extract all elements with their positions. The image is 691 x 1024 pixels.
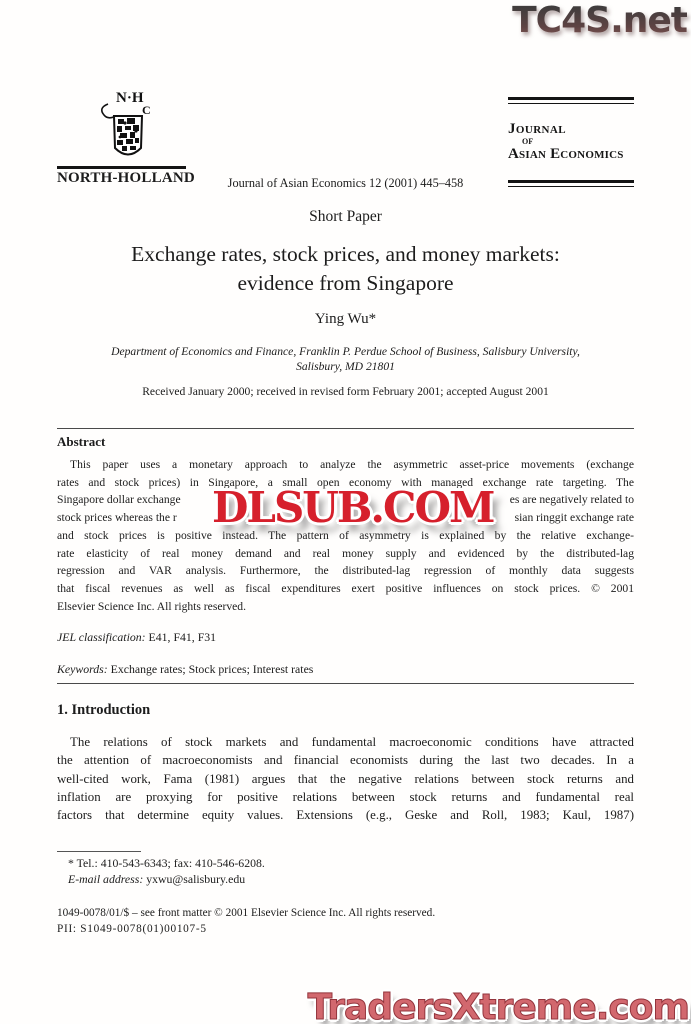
abstract-line: Elsevier Science Inc. All rights reserved. <box>57 599 246 613</box>
section-heading-introduction: 1. Introduction <box>57 702 151 718</box>
abstract-line: This paper uses a monetary approach to analyze the asymmetric asset-price movements (exchange <box>70 458 634 471</box>
intro-line: factors that determine equity values. Extensions (e.g., Geske and Roll, 1983; Kaul, 1987) <box>57 808 634 823</box>
journal-logo <box>508 97 634 162</box>
jel-label: JEL classification: <box>57 630 146 644</box>
author-affiliation <box>37 344 654 374</box>
abstract-line: rate elasticity of real money demand and real money supply and evidenced by the distributed-lag <box>57 546 634 560</box>
footnote-rule <box>57 851 141 852</box>
journal-logo-line2: of <box>522 135 534 147</box>
footnote-email <box>57 872 634 887</box>
paper-title-line2: evidence from Singapore <box>237 270 454 295</box>
email-value: yxwu@salisbury.edu <box>146 872 246 886</box>
abstract-heading: Abstract <box>57 434 106 449</box>
keywords-bottom-rule <box>57 683 634 684</box>
intro-line: the attention of macroeconomists and financial economists during the last two decades. In a <box>57 753 634 768</box>
svg-text:C: C <box>142 103 151 117</box>
jel-classification <box>57 630 216 645</box>
affiliation-line1: Department of Economics and Finance, Franklin P. Perdue School of Business, Salisbury University, <box>111 345 580 358</box>
abstract-fragment: sian ringgit exchange rate <box>514 511 634 525</box>
publisher-rule <box>57 166 186 169</box>
intro-line: The relations of stock markets and fundamental macroeconomic conditions have attracted <box>70 735 634 749</box>
email-label: E-mail address: <box>68 872 144 886</box>
journal-logo-line3: Asian Economics <box>508 146 624 162</box>
abstract-line: that fiscal revenues as well as fiscal expenditures exert positive influences on stock prices. © 2001 <box>57 581 634 595</box>
introduction-body <box>57 733 634 824</box>
watermark-top: TC4S.net <box>512 0 687 41</box>
abstract-line: rates and stock prices) in Singapore, a small open economy with managed exchange rate targeting. The <box>57 475 634 489</box>
abstract-fragment: es are negatively related to <box>509 493 634 507</box>
footnote-telephone: * Tel.: 410-543-6343; fax: 410-546-6208. <box>68 856 265 870</box>
abstract-fragment: Singapore dollar exchange <box>57 493 181 507</box>
abstract-line: regression and VAR analysis. Furthermore, the distributed-lag regression of monthly data suggests <box>57 564 634 578</box>
affiliation-line2: Salisbury, MD 21801 <box>296 360 395 373</box>
intro-line: inflation are proxying for positive relations between stock returns and fundamental real <box>57 789 634 804</box>
journal-citation: Journal of Asian Economics 12 (2001) 445–458 <box>227 176 464 190</box>
paper-title <box>37 240 654 297</box>
north-holland-tree-emblem-icon <box>92 88 162 171</box>
journal-logo-line1: Journal <box>508 121 566 137</box>
author-name: Ying Wu* <box>314 311 377 327</box>
article-type: Short Paper <box>309 208 382 225</box>
watermark-middle: DLSUB.COM <box>212 483 494 532</box>
keywords-value: Exchange rates; Stock prices; Interest rates <box>110 662 314 676</box>
publisher-name: NORTH-HOLLAND <box>57 170 195 186</box>
pii-line: PII: S1049-0078(01)00107-5 <box>57 923 207 935</box>
keywords-label: Keywords: <box>57 662 108 676</box>
svg-text:N·H: N·H <box>116 90 144 106</box>
abstract-body <box>57 456 634 615</box>
keywords <box>57 662 313 677</box>
journal-logo-rule-top <box>508 97 634 104</box>
jel-value: E41, F41, F31 <box>148 630 217 644</box>
intro-line: well-cited work, Fama (1981) argues that the negative relations between stock returns and <box>57 771 634 786</box>
abstract-fragment: stock prices whereas the r <box>57 511 177 525</box>
issn-copyright-line: 1049-0078/01/$ – see front matter © 2001 Elsevier Science Inc. All rights reserved. <box>57 907 436 919</box>
received-dates: Received January 2000; received in revised form February 2001; accepted August 2001 <box>142 385 549 398</box>
watermark-bottom: TradersXtreme.com <box>307 987 689 1024</box>
abstract-line: and stock prices is positive instead. The pattern of asymmetry is explained by the relative exchange- <box>57 528 634 542</box>
paper-title-line1: Exchange rates, stock prices, and money markets: <box>131 242 560 266</box>
abstract-top-rule <box>57 428 634 429</box>
